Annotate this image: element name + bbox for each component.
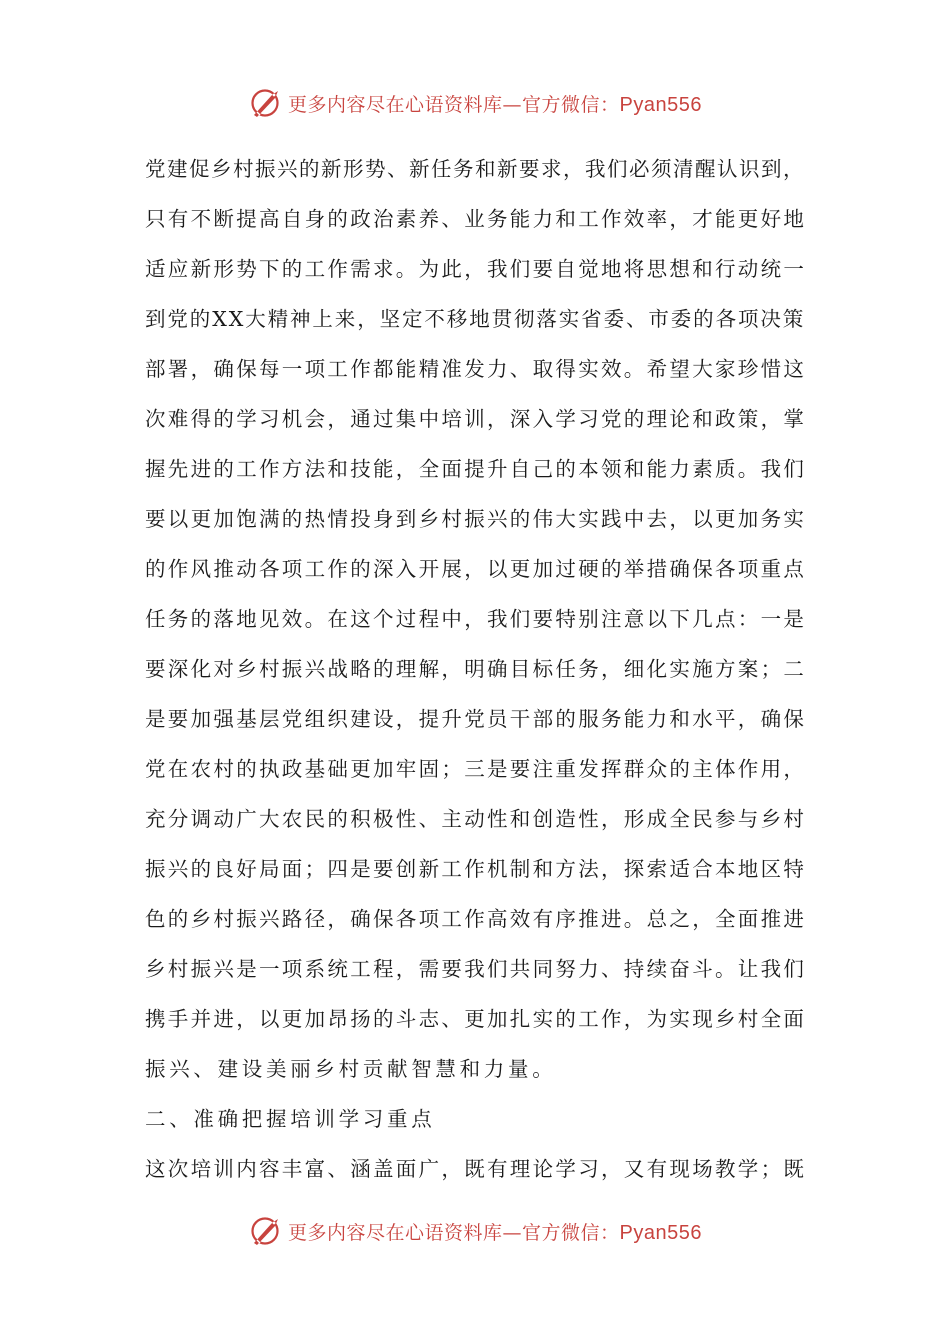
section-heading: 二、准确把握培训学习重点	[145, 1107, 436, 1131]
document-body	[145, 144, 810, 1194]
text-line: 是要加强基层党组织建设，提升党员干部的服务能力和水平，确保	[145, 707, 807, 731]
text-line: 振兴的良好局面；四是要创新工作机制和方法，探索适合本地区特	[145, 857, 807, 881]
text-line: 色的乡村振兴路径，确保各项工作高效有序推进。总之，全面推进	[145, 907, 807, 931]
text-line: 适应新形势下的工作需求。为此，我们要自觉地将思想和行动统一	[145, 257, 807, 281]
pen-nib-logo-icon	[248, 85, 284, 121]
text-line: 次难得的学习机会，通过集中培训，深入学习党的理论和政策，掌	[145, 407, 807, 431]
text-line: 振兴、建设美丽乡村贡献智慧和力量。	[145, 1057, 557, 1081]
wechat-id: Pyan556	[619, 1221, 702, 1244]
text-line: 这次培训内容丰富、涵盖面广，既有理论学习，又有现场教学；既	[145, 1157, 807, 1181]
header-banner	[0, 83, 950, 123]
text-line: 充分调动广大农民的积极性、主动性和创造性，形成全民参与乡村	[145, 807, 807, 831]
footer-banner	[0, 1211, 950, 1251]
wechat-id: Pyan556	[619, 93, 702, 116]
text-line: 党建促乡村振兴的新形势、新任务和新要求，我们必须清醒认识到，	[145, 157, 805, 181]
text-line: 党在农村的执政基础更加牢固；三是要注重发挥群众的主体作用，	[145, 757, 807, 781]
text-line: 握先进的工作方法和技能，全面提升自己的本领和能力素质。我们	[145, 457, 807, 481]
text-line: 携手并进，以更加昂扬的斗志、更加扎实的工作，为实现乡村全面	[145, 1007, 807, 1031]
pen-nib-logo-icon	[248, 1213, 284, 1249]
text-line: 的作风推动各项工作的深入开展，以更加过硬的举措确保各项重点	[145, 557, 807, 581]
banner-text: 更多内容尽在心语资料库—官方微信：Pyan556	[288, 1221, 702, 1244]
banner-text: 更多内容尽在心语资料库—官方微信：Pyan556	[288, 93, 702, 116]
text-line: 乡村振兴是一项系统工程，需要我们共同努力、持续奋斗。让我们	[145, 957, 807, 981]
text-line: 任务的落地见效。在这个过程中，我们要特别注意以下几点：一是	[145, 607, 807, 631]
text-line: 只有不断提高自身的政治素养、业务能力和工作效率，才能更好地	[145, 207, 807, 231]
text-line: 到党的XX大精神上来，坚定不移地贯彻落实省委、市委的各项决策	[145, 307, 806, 331]
text-line: 部署，确保每一项工作都能精准发力、取得实效。希望大家珍惜这	[145, 357, 807, 381]
text-line: 要以更加饱满的热情投身到乡村振兴的伟大实践中去，以更加务实	[145, 507, 807, 531]
text-line: 要深化对乡村振兴战略的理解，明确目标任务，细化实施方案；二	[145, 657, 807, 681]
